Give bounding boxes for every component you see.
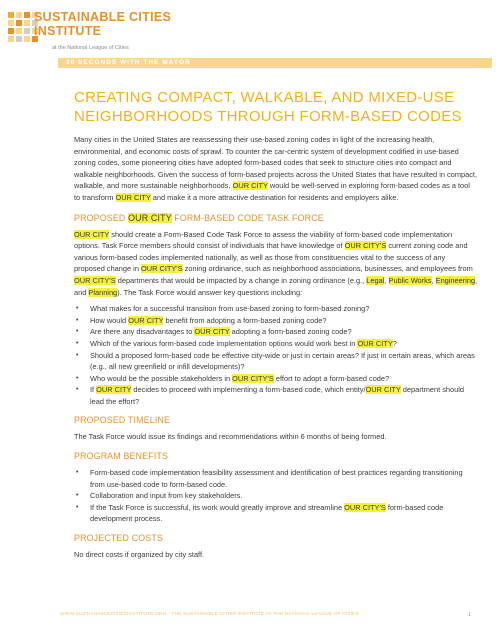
- logo-dot: [16, 20, 22, 26]
- sci-logo: [8, 8, 172, 54]
- logo-dot: [16, 28, 22, 34]
- logo-dot: [8, 28, 14, 34]
- header-banner: [58, 58, 492, 68]
- logo-dot: [24, 12, 30, 18]
- placeholder-highlight: OUR CITY'S: [344, 241, 387, 251]
- document-body: [74, 88, 478, 561]
- logo-title-line2: INSTITUTE: [34, 24, 102, 38]
- key-questions-list: [74, 303, 478, 407]
- logo-dot: [8, 12, 14, 18]
- list-item: • Collaboration and input from key stakeholders.: [74, 490, 478, 502]
- placeholder-highlight: OUR CITY'S: [74, 275, 116, 285]
- intro-paragraph: Many cities in the United States are reassessing their use-based zoning codes in light of the increasing health, environmental, and economic costs of sprawl. To counter the car-centric system of development codified in use-based zoning codes, some pioneering cities have adopted form-based codes that seek to structure cities into compact and walkable neighborhoods. Given the success of form-based projects across the United States that have resulted in compact, walkable, and more sustainable neighborhoods, OUR CITY would be well-served in exploring form-based codes as a tool to transform OUR CITY and make it a more attractive destination for residents and employers alike.: [74, 135, 478, 202]
- list-item: • Who would be the possible stakeholders in OUR CITY'S effort to adopt a form-based code?: [74, 373, 478, 385]
- department-planning: Planning: [88, 287, 118, 297]
- banner-label: 30 SECONDS WITH THE MAYOR: [66, 59, 191, 66]
- logo-dot: [8, 20, 14, 26]
- placeholder-highlight: OUR CITY'S: [141, 264, 183, 274]
- page-title: CREATING COMPACT, WALKABLE, AND MIXED-USE NEIGHBORHOODS THROUGH FORM-BASED CODES: [74, 89, 462, 125]
- task-force-paragraph: OUR CITY should create a Form-Based Code Task Force to assess the viability of form-based code implementation options. Task Force members should consist of individuals that have knowledge of OUR CITY'S current zoning code and various form-based codes implemented nationally, as well as those from constituencies vital to the success of any proposed change in OUR CITY'S zoning ordinance, such as neighborhood associations, businesses, and employees from OUR CITY'S departments that would be impacted by a change in zoning ordinance (e.g., Legal, Public Works, Engineering, and Planning). The Task Force would answer key questions including:: [74, 229, 478, 297]
- list-item: • How would OUR CITY benefit from adopting a form-based zoning code?: [74, 315, 478, 327]
- logo-dot: [8, 36, 14, 42]
- logo-tagline: at the National League of Cities: [52, 45, 129, 51]
- costs-paragraph: No direct costs if organized by city staff.: [74, 550, 205, 560]
- department-public-works: Public Works: [388, 275, 432, 285]
- placeholder-highlight: OUR CITY: [74, 229, 110, 239]
- list-item: • What makes for a successful transition from use-based zoning to form-based zoning?: [74, 303, 478, 315]
- section-heading-timeline: PROPOSED TIMELINE: [74, 415, 171, 426]
- logo-dot: [24, 28, 30, 34]
- placeholder-highlight: OUR CITY: [128, 212, 172, 223]
- logo-dot: [16, 12, 22, 18]
- department-engineering: Engineering: [435, 275, 476, 285]
- placeholder-highlight: OUR CITY: [232, 181, 268, 191]
- logo-title-line1: SUSTAINABLE CITIES: [34, 10, 172, 24]
- list-item: • Should a proposed form-based code be effective city-wide or just in certain areas? If just in certain areas, which areas (e.g., all new greenfield or infill developments)?: [74, 350, 478, 373]
- section-heading-costs: PROJECTED COSTS: [74, 533, 164, 544]
- list-item: • If the Task Force is successful, its work would greatly improve and streamline OUR CITY'S form-based code development process.: [74, 502, 478, 525]
- placeholder-highlight: OUR CITY: [115, 192, 151, 202]
- list-item: • Form-based code implementation feasibility assessment and identification of best practices regarding transitioning from use-based code to form-based code.: [74, 467, 478, 490]
- list-item: • Which of the various form-based code implementation options would work best in OUR CITY?: [74, 338, 478, 350]
- logo-dot: [16, 36, 22, 42]
- timeline-paragraph: The Task Force would issue its findings and recommendations within 6 months of being formed.: [74, 432, 387, 442]
- logo-dot: [24, 36, 30, 42]
- benefits-list: [74, 467, 478, 525]
- section-heading-benefits: PROGRAM BENEFITS: [74, 451, 169, 462]
- list-item: • Are there any disadvantages to OUR CITY adopting a form-based zoning code?: [74, 326, 478, 338]
- department-legal: Legal: [366, 275, 385, 285]
- page-number: 1: [468, 612, 472, 618]
- logo-title: [34, 10, 171, 38]
- page-footer: WWW.SUSTAINABLECITIESINSTITUTE.ORG · THE SUSTAINABLE CITIES INSTITUTE AT THE NATIONAL LEAGUE OF CITIES: [60, 612, 359, 617]
- section-heading-task-force: PROPOSED OUR CITY FORM-BASED CODE TASK FORCE: [74, 212, 324, 223]
- logo-dot: [24, 20, 30, 26]
- list-item: • If OUR CITY decides to proceed with implementing a form-based code, which entity/OUR CITY department should lead the effort?: [74, 384, 478, 407]
